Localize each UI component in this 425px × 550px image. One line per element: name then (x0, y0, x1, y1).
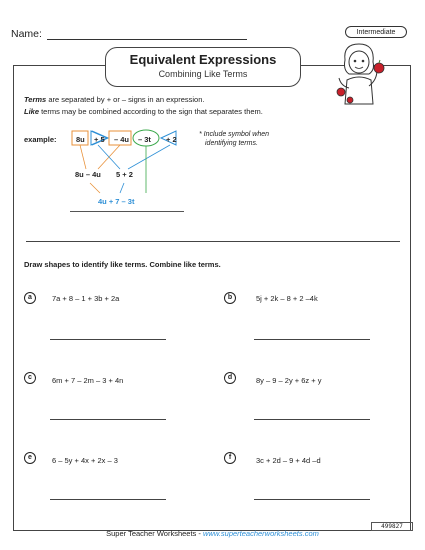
example-term: – 3t (138, 135, 151, 144)
problem-letter-c: c (24, 372, 36, 384)
problem-expression-d: 8y – 9 – 2y + 6z + y (256, 376, 322, 385)
title-box (105, 47, 301, 87)
example-term: + 2 (166, 135, 177, 144)
example-result-line (70, 211, 184, 212)
answer-line-b[interactable] (254, 339, 370, 340)
problem-expression-b: 5j + 2k – 8 + 2 –4k (256, 294, 318, 303)
example-terms-row (74, 135, 184, 147)
answer-line-a[interactable] (50, 339, 166, 340)
example-group-constants: 5 + 2 (116, 170, 133, 179)
instructions: Draw shapes to identify like terms. Combine like terms. (24, 260, 221, 269)
problem-letter-e: e (24, 452, 36, 464)
problem-expression-a: 7a + 8 – 1 + 3b + 2a (52, 294, 120, 303)
problem-letter-b: b (224, 292, 236, 304)
name-label: Name: (11, 28, 42, 40)
problem-expression-c: 6m + 7 – 2m – 3 + 4n (52, 376, 124, 385)
footer-text: Super Teacher Worksheets - (106, 529, 203, 538)
worksheet-code: 499827 (371, 522, 413, 531)
girl-with-apple-illustration (333, 40, 389, 108)
intro-line-1: Terms are separated by + or – signs in an expression. (24, 95, 205, 104)
example-note: * Include symbol when identifying terms. (199, 131, 270, 147)
level-badge: Intermediate (345, 26, 407, 38)
footer-link[interactable]: www.superteacherworksheets.com (202, 529, 319, 538)
problem-letter-d: d (224, 372, 236, 384)
section-divider (26, 241, 400, 242)
example-result: 4u + 7 – 3t (98, 197, 135, 206)
answer-line-f[interactable] (254, 499, 370, 500)
example-term: + 5 (94, 135, 105, 144)
example-label: example: (24, 135, 57, 144)
worksheet-title: Equivalent Expressions (129, 52, 277, 67)
example-group-u: 8u – 4u (75, 170, 101, 179)
problem-expression-e: 6 – 5y + 4x + 2x – 3 (52, 456, 118, 465)
problem-letter-f: f (224, 452, 236, 464)
problem-letter-a: a (24, 292, 36, 304)
example-term: – 4u (114, 135, 130, 144)
answer-line-e[interactable] (50, 499, 166, 500)
name-line[interactable] (47, 39, 247, 40)
intro-line-2: Like terms may be combined according to the sign that separates them. (24, 107, 263, 116)
problem-expression-f: 3c + 2d – 9 + 4d –d (256, 456, 321, 465)
answer-line-d[interactable] (254, 419, 370, 420)
footer (0, 529, 425, 538)
worksheet-subtitle: Combining Like Terms (158, 69, 248, 79)
answer-line-c[interactable] (50, 419, 166, 420)
example-term: 8u (76, 135, 85, 144)
